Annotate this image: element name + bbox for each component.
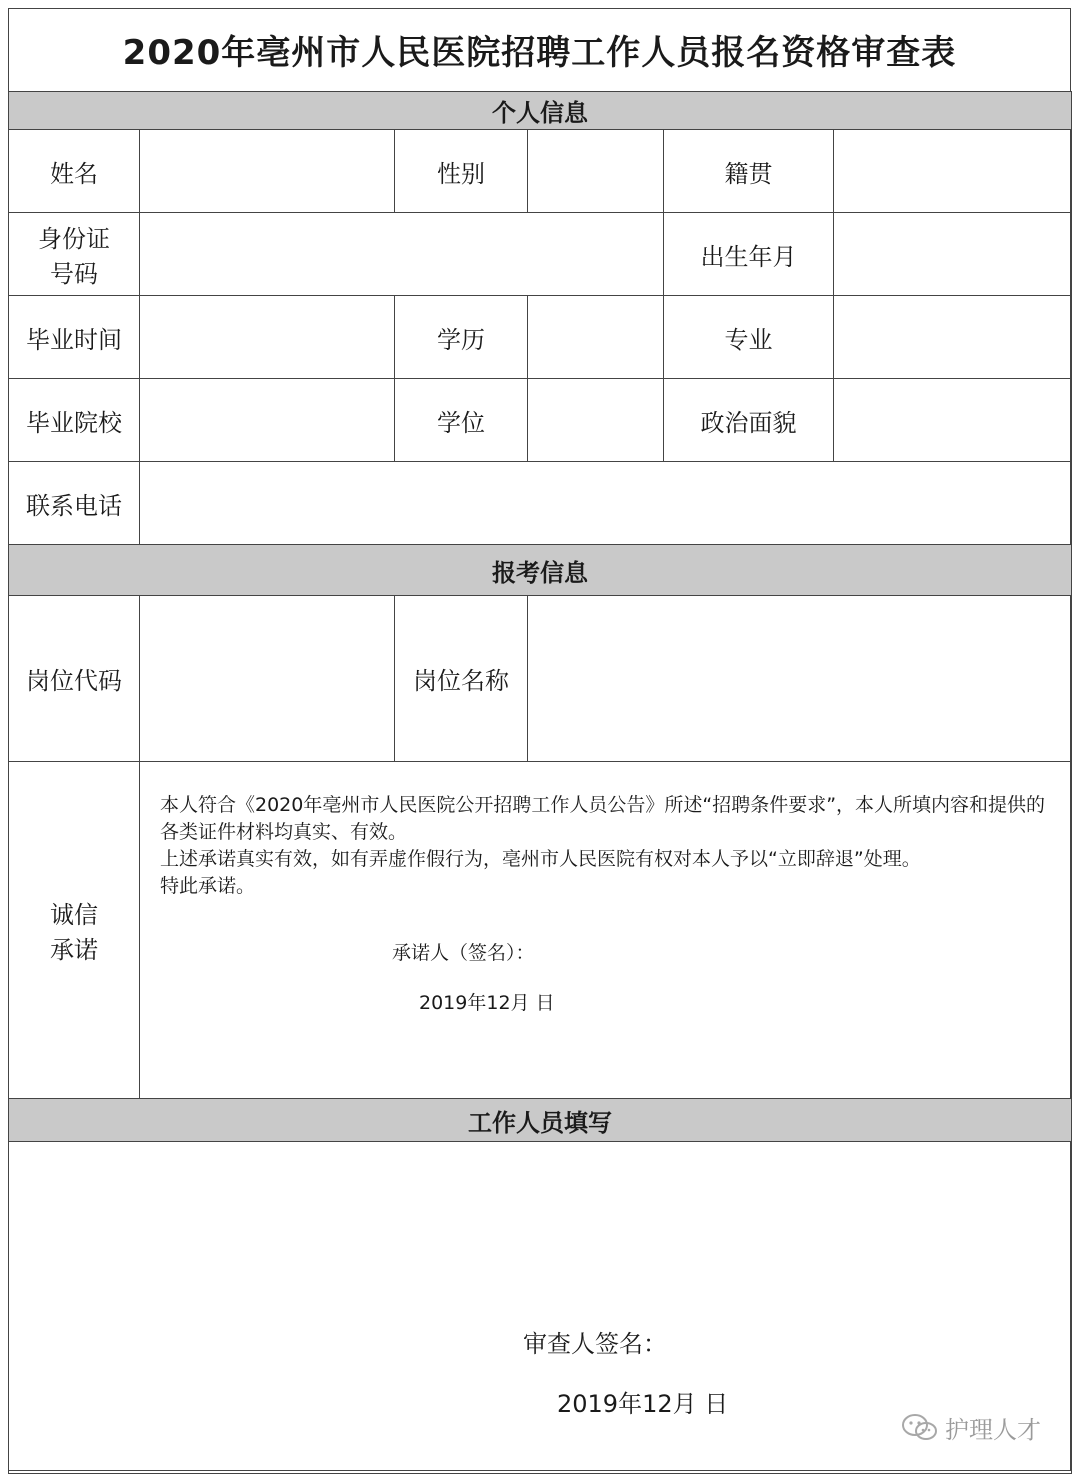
label-integrity-line1: 诚信 [50, 901, 98, 929]
label-post-name: 岗位名称 [395, 596, 528, 762]
field-birth[interactable] [834, 213, 1072, 296]
label-id-line2: 号码 [50, 260, 98, 288]
label-phone: 联系电话 [9, 462, 140, 545]
field-post-code[interactable] [140, 596, 395, 762]
label-id-number [9, 213, 140, 296]
field-major[interactable] [834, 296, 1072, 379]
section-staff-fill: 工作人员填写 [9, 1099, 1072, 1142]
field-post-name[interactable] [528, 596, 1072, 762]
reviewer-signature-label: 审查人签名： [523, 1330, 667, 1358]
field-education[interactable] [528, 296, 664, 379]
label-major: 专业 [664, 296, 834, 379]
label-political: 政治面貌 [664, 379, 834, 462]
pledge-paragraph-1: 本人符合《2020年亳州市人民医院公开招聘工作人员公告》所述“招聘条件要求”，本人所填内容和提供的各类证件材料均真实、有效。 [160, 794, 1046, 843]
watermark-text: 护理人才 [945, 1416, 1041, 1444]
review-date: 2019年12月 日 [557, 1390, 729, 1418]
label-degree: 学位 [395, 379, 528, 462]
wechat-icon [901, 1413, 939, 1443]
field-grad-time[interactable] [140, 296, 395, 379]
label-id-line1: 身份证 [38, 225, 110, 253]
qualification-form-table [8, 91, 1072, 1474]
section-exam-info: 报考信息 [9, 545, 1072, 596]
field-degree[interactable] [528, 379, 664, 462]
field-gender[interactable] [528, 130, 664, 213]
label-birth: 出生年月 [664, 213, 834, 296]
label-integrity [9, 762, 140, 1099]
field-school[interactable] [140, 379, 395, 462]
watermark [901, 1410, 1041, 1445]
field-native-place[interactable] [834, 130, 1072, 213]
integrity-pledge [140, 762, 1072, 1099]
label-grad-time: 毕业时间 [9, 296, 140, 379]
label-integrity-line2: 承诺 [50, 936, 98, 964]
field-phone[interactable] [140, 462, 1072, 545]
field-name[interactable] [140, 130, 395, 213]
staff-area[interactable] [9, 1142, 1072, 1474]
form-title: 2020年亳州市人民医院招聘工作人员报名资格审查表 [122, 33, 957, 73]
field-id-number[interactable] [140, 213, 664, 296]
pledge-paragraph-2: 上述承诺真实有效，如有弄虚作假行为，亳州市人民医院有权对本人予以“立即辞退”处理。 [160, 848, 921, 870]
pledge-date: 2019年12月 日 [419, 992, 555, 1014]
label-school: 毕业院校 [9, 379, 140, 462]
field-political[interactable] [834, 379, 1072, 462]
section-personal-info: 个人信息 [9, 92, 1072, 130]
label-name: 姓名 [9, 130, 140, 213]
label-education: 学历 [395, 296, 528, 379]
label-post-code: 岗位代码 [9, 596, 140, 762]
pledge-signer-label: 承诺人（签名）： [392, 942, 535, 964]
pledge-paragraph-3: 特此承诺。 [160, 875, 256, 897]
label-native-place: 籍贯 [664, 130, 834, 213]
label-gender: 性别 [395, 130, 528, 213]
